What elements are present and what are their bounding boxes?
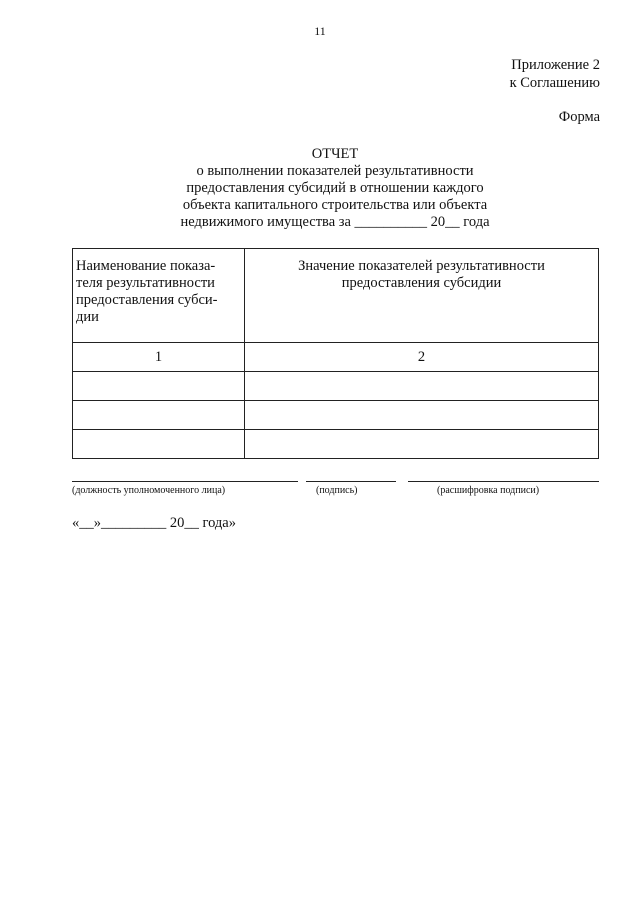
appendix-line-2: к Соглашению (509, 75, 600, 91)
table-header-row (73, 249, 599, 343)
title-line-3: объекта капитального строительства или объекта (182, 197, 488, 213)
position-signature-line (72, 481, 298, 482)
table-cell (73, 401, 245, 430)
column-number-1: 1 (73, 343, 245, 372)
table-row (73, 430, 599, 459)
table-cell (245, 401, 599, 430)
table-row (73, 372, 599, 401)
title-line-1: о выполнении показателей результативности (196, 163, 474, 179)
header-indicator-value: Значение показателей результативности предоставления субсидии (245, 249, 599, 343)
title-line-4: недвижимого имущества за __________ 20__ года (180, 214, 490, 230)
column-number-2: 2 (245, 343, 599, 372)
signature-caption: (подпись) (316, 485, 358, 496)
date-line: «__»_________ 20__ года» (72, 515, 236, 531)
decoding-caption: (расшифровка подписи) (437, 485, 540, 496)
appendix-line-1: Приложение 2 (511, 57, 600, 73)
header-indicator-name: Наименование показа-теля результативности предоставления субси-дии (73, 249, 245, 343)
signature-line (306, 481, 396, 482)
table-cell (245, 372, 599, 401)
position-caption: (должность уполномоченного лица) (72, 485, 226, 496)
report-title (150, 146, 520, 231)
appendix-label (510, 56, 600, 92)
decoding-signature-line (408, 481, 599, 482)
table-cell (73, 372, 245, 401)
indicators-table (72, 248, 599, 459)
table-cell (73, 430, 245, 459)
title-heading: ОТЧЕТ (311, 146, 359, 162)
title-line-2: предоставления субсидий в отношении каждого (186, 180, 484, 196)
page-number: 11 (314, 24, 326, 38)
form-label: Форма (558, 109, 600, 125)
table-number-row (73, 343, 599, 372)
table-cell (245, 430, 599, 459)
table-row (73, 401, 599, 430)
